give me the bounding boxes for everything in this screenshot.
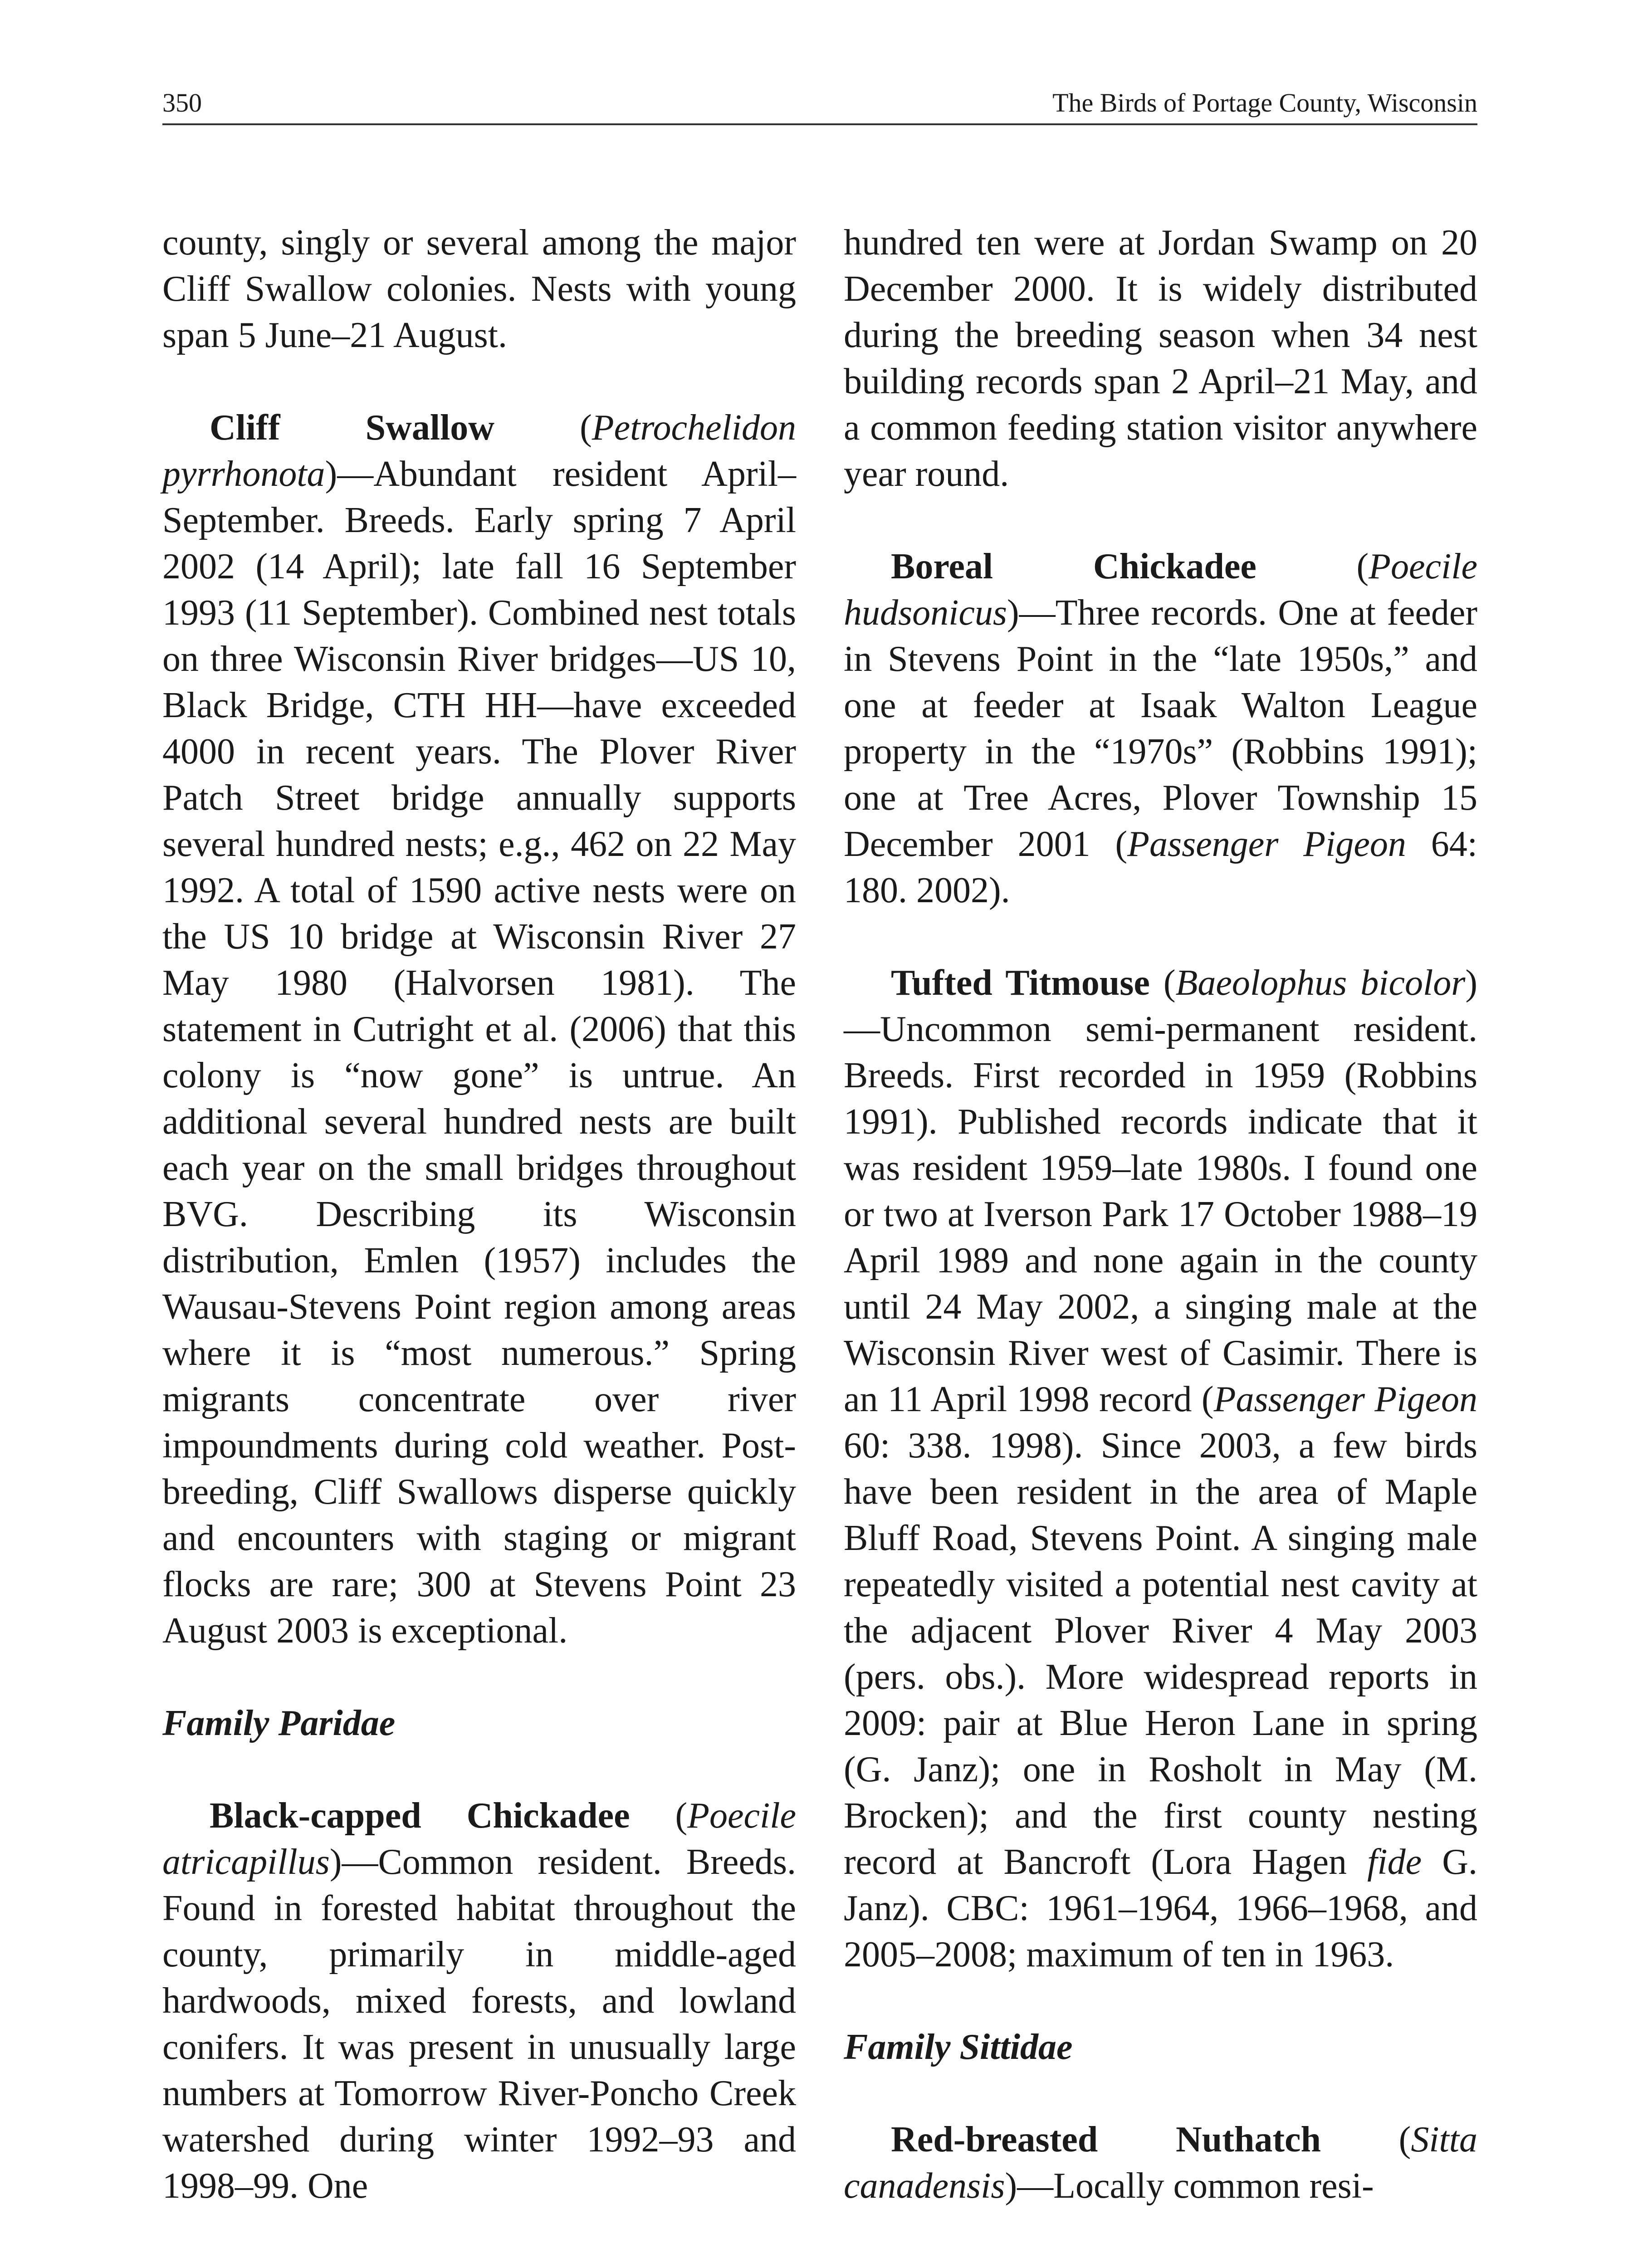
species-entry-red-breasted-nuthatch <box>844 2116 1477 2209</box>
paren-open: ( <box>1320 2120 1411 2160</box>
right-column <box>844 220 1477 2209</box>
journal-title: Passenger Pigeon <box>1127 824 1406 864</box>
left-column <box>162 220 796 2209</box>
citation: 64: 180. 2002). <box>844 824 1477 910</box>
page-number: 350 <box>162 88 202 117</box>
scientific-name: Poecile hudsonicus <box>844 547 1478 633</box>
running-head <box>162 83 1477 125</box>
paren-open: ( <box>1256 547 1369 587</box>
scientific-name: Sitta canadensis <box>844 2120 1477 2206</box>
species-account: )—Locally common resi- <box>1005 2166 1374 2206</box>
continued-paragraph: hundred ten were at Jordan Swamp on 20 December 2000. It is widely distributed during the breeding season when 34 nest building records span 2 April–21 May, and a common feeding station visitor anywhere year round. <box>844 223 1477 494</box>
species-name: Boreal Chickadee <box>891 547 1257 587</box>
family-heading-sittidae: Family Sittidae <box>844 2027 1073 2067</box>
species-name: Cliff Swallow <box>210 408 495 448</box>
paren-open: ( <box>1149 963 1176 1003</box>
species-entry-boreal-chickadee <box>844 543 1477 914</box>
journal-title: Passenger Pigeon <box>1213 1379 1477 1419</box>
continued-paragraph: county, singly or several among the major Cliff Swallow colonies. Nests with young span 5 June–21 August. <box>162 223 796 355</box>
scientific-name: Baeolophus bicolor <box>1175 963 1466 1003</box>
species-entry-cliff-swallow <box>162 405 796 1654</box>
scientific-name: Poecile atricapillus <box>162 1796 797 1882</box>
fide-term: fide <box>1367 1842 1422 1882</box>
species-account: )—Uncommon semi-permanent resident. Breeds. First recorded in 1959 (Robbins 1991). Published records indicate that it was resident 1959–late 1980s. I found one or two at Iverson Park 17 October 1988–19 April 1989 and none again in the county until 24 May 2002, a singing male at the Wisconsin River west of Casimir. There is an 11 April 1998 record ( <box>844 963 1478 1419</box>
paren-open: ( <box>630 1796 688 1836</box>
paren-open: ( <box>494 408 592 448</box>
species-account-continued: 60: 338. 1998). Since 2003, a few birds have been resident in the area of Maple Bluff Road, Stevens Point. A singing male repeatedly visited a potential nest cavity at the adjacent Plover River 4 May 2003 (pers. obs.). More widespread reports in 2009: pair at Blue Heron Lane in spring (G. Janz); one in Rosholt in May (M. Brocken); and the first county nesting record at Bancroft (Lora Hagen <box>844 1426 1477 1882</box>
species-account: )—Common resident. Breeds. Found in forested habitat throughout the county, primarily in middle-aged hardwoods, mixed forests, and lowland conifers. It was present in unusually large numbers at Tomorrow River-Poncho Creek watershed during winter 1992–93 and 1998–99. One <box>162 1842 796 2206</box>
species-account: )—Three records. One at feeder in Stevens Point in the “late 1950s,” and one at feeder at Isaak Walton League property in the “1970s” (Robbins 1991); one at Tree Acres, Plover Township 15 December 2001 ( <box>844 593 1477 864</box>
family-heading-paridae: Family Paridae <box>162 1703 396 1743</box>
scientific-name: Petrochelidon pyrrhonota <box>162 408 796 494</box>
species-name: Tufted Titmouse <box>891 963 1150 1003</box>
species-entry-black-capped-chickadee <box>162 1793 796 2209</box>
species-name: Black-capped Chickadee <box>210 1796 630 1836</box>
book-title: The Birds of Portage County, Wisconsin <box>1052 88 1477 117</box>
species-account: )—Abundant resident April–September. Breeds. Early spring 7 April 2002 (14 April); late fall 16 September 1993 (11 September). Combined nest totals on three Wisconsin River bridges—US 10, Black Bridge, CTH HH—have exceeded 4000 in recent years. The Plover River Patch Street bridge annually supports several hundred nests; e.g., 462 on 22 May 1992. A total of 1590 active nests were on the US 10 bridge at Wisconsin River 27 May 1980 (Halvorsen 1981). The statement in Cutright et al. (2006) that this colony is “now gone” is untrue. An additional several hundred nests are built each year on the small bridges throughout BVG. Describing its Wisconsin distribution, Emlen (1957) includes the Wausau-Stevens Point region among areas where it is “most numerous.” Spring migrants concentrate over river impoundments during cold weather. Post-breeding, Cliff Swallows disperse quickly and encounters with staging or migrant flocks are rare; 300 at Stevens Point 23 August 2003 is exceptional. <box>162 454 796 1651</box>
species-account-end: G. Janz). CBC: 1961–1964, 1966–1968, and 2005–2008; maximum of ten in 1963. <box>844 1842 1477 1975</box>
species-entry-tufted-titmouse <box>844 960 1477 1978</box>
species-name: Red-breasted Nuthatch <box>891 2120 1321 2160</box>
